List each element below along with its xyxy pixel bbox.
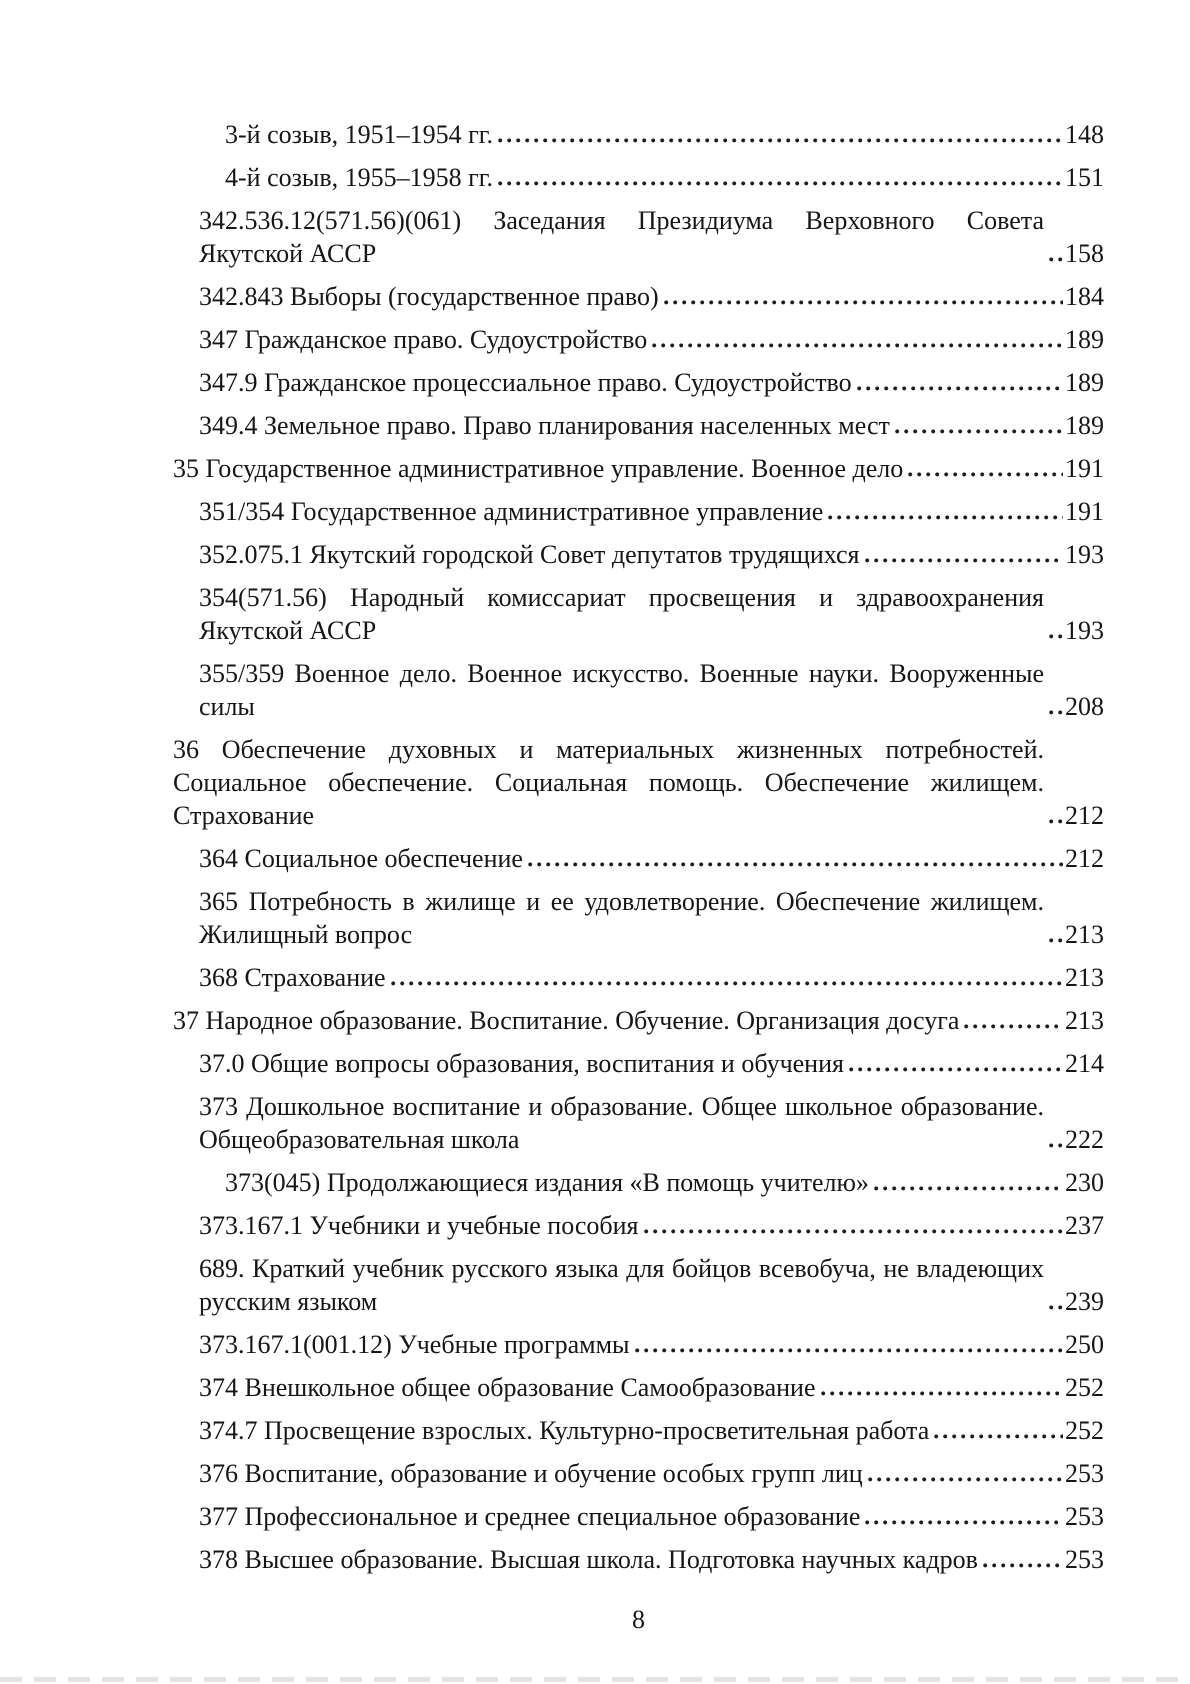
toc-entry-title: 352.075.1 Якутский городской Совет депутатов трудящихся: [199, 540, 860, 569]
toc-entry: [199, 581, 1104, 647]
dot-leader-icon: [1049, 819, 1063, 824]
dot-leader-icon: [865, 1520, 1063, 1525]
dot-leader-icon: [1049, 634, 1063, 639]
toc-entry: [199, 1543, 1104, 1576]
dot-leader-icon: [498, 181, 1063, 186]
toc-entry: [199, 204, 1104, 270]
toc-entry-title: 37.0 Общие вопросы образования, воспитания и обучения: [199, 1049, 844, 1078]
toc-entry: [199, 1500, 1104, 1533]
toc-entry-title: 36 Обеспечение духовных и материальных жизненных потребностей. Социальное обеспечение. Социальная помощь. Обеспечение жилищем. Страхование: [173, 735, 1044, 830]
toc-entry-page-number: 253: [1065, 1502, 1104, 1531]
toc-entry-page-number: 252: [1065, 1416, 1104, 1445]
toc-entry-title: 355/359 Военное дело. Военное искусство. Военные науки. Вооруженные силы: [199, 659, 1044, 721]
toc-entry-page-number: 222: [1065, 1125, 1104, 1154]
toc-entry: [199, 1328, 1104, 1361]
dot-leader-icon: [849, 1067, 1063, 1072]
toc-entry-title: 342.843 Выборы (государственное право): [199, 282, 659, 311]
dot-leader-icon: [865, 558, 1063, 563]
toc-entry-page-number: 193: [1065, 540, 1104, 569]
toc-entry-page-number: 212: [1065, 844, 1104, 873]
dot-leader-icon: [652, 343, 1063, 348]
toc-entry-page-number: 208: [1065, 692, 1104, 721]
toc-entry-page-number: 213: [1065, 1006, 1104, 1035]
toc-entry: [173, 452, 1104, 485]
toc-entry-page-number: 237: [1065, 1211, 1104, 1240]
toc-entry-page-number: 230: [1065, 1168, 1104, 1197]
table-of-contents: [173, 118, 1104, 1576]
toc-entry: [225, 161, 1104, 194]
toc-entry: [199, 366, 1104, 399]
toc-entry-title: 373 Дошкольное воспитание и образование. Общее школьное образование. Общеобразовательная школа: [199, 1092, 1044, 1154]
dot-leader-icon: [895, 429, 1063, 434]
toc-entry-page-number: 212: [1065, 801, 1104, 830]
dot-leader-icon: [635, 1348, 1064, 1353]
toc-entry-title: 368 Страхование: [199, 963, 386, 992]
page-footer-number: 8: [632, 1605, 645, 1634]
dot-leader-icon: [391, 981, 1063, 986]
toc-entry-title: 374 Внешкольное общее образование Самообразование: [199, 1373, 816, 1402]
toc-entry: [199, 657, 1104, 723]
toc-entry: [173, 733, 1104, 832]
toc-entry-page-number: 184: [1065, 282, 1104, 311]
toc-entry: [199, 842, 1104, 875]
dot-leader-icon: [528, 862, 1063, 867]
toc-entry: [199, 538, 1104, 571]
dot-leader-icon: [828, 515, 1063, 520]
toc-entry-title: 35 Государственное административное управление. Военное дело: [173, 454, 904, 483]
toc-entry-page-number: 189: [1065, 368, 1104, 397]
toc-entry-page-number: 253: [1065, 1545, 1104, 1574]
toc-entry: [199, 1209, 1104, 1242]
toc-entry-title: 3-й созыв, 1951–1954 гг.: [225, 120, 494, 149]
dot-leader-icon: [1049, 257, 1063, 262]
toc-entry: [199, 1457, 1104, 1490]
toc-entry-title: 347 Гражданское право. Судоустройство: [199, 325, 648, 354]
toc-entry-title: 377 Профессиональное и среднее специальное образование: [199, 1502, 861, 1531]
dot-leader-icon: [964, 1024, 1063, 1029]
toc-entry: [199, 1047, 1104, 1080]
toc-entry-title: 37 Народное образование. Воспитание. Обучение. Организация досуга: [173, 1006, 960, 1035]
toc-entry-title: 342.536.12(571.56)(061) Заседания Президиума Верховного Совета Якутской АССР: [199, 206, 1044, 268]
toc-entry: [199, 1371, 1104, 1404]
toc-entry-title: 354(571.56) Народный комиссариат просвещения и здравоохранения Якутской АССР: [199, 583, 1044, 645]
toc-entry: [199, 885, 1104, 951]
toc-entry-page-number: 189: [1065, 325, 1104, 354]
toc-entry-page-number: 189: [1065, 411, 1104, 440]
toc-entry-page-number: 151: [1065, 163, 1104, 192]
page-footer: [173, 1603, 1104, 1636]
toc-entry: [199, 1414, 1104, 1447]
toc-entry-title: 373.167.1 Учебники и учебные пособия: [199, 1211, 639, 1240]
toc-entry-page-number: 213: [1065, 920, 1104, 949]
toc-entry: [199, 323, 1104, 356]
toc-entry: [199, 961, 1104, 994]
toc-entry-title: 349.4 Земельное право. Право планирования населенных мест: [199, 411, 890, 440]
dot-leader-icon: [1049, 938, 1063, 943]
toc-entry: [199, 1252, 1104, 1318]
toc-entry-page-number: 239: [1065, 1287, 1104, 1316]
dot-leader-icon: [1049, 1305, 1063, 1310]
dot-leader-icon: [857, 386, 1063, 391]
toc-entry: [199, 280, 1104, 313]
toc-entry: [225, 1166, 1104, 1199]
toc-entry-page-number: 158: [1065, 239, 1104, 268]
toc-entry-page-number: 191: [1065, 497, 1104, 526]
dot-leader-icon: [821, 1391, 1063, 1396]
toc-entry-title: 374.7 Просвещение взрослых. Культурно-просветительная работа: [199, 1416, 930, 1445]
toc-entry: [199, 409, 1104, 442]
scan-edge-artifact: [0, 1677, 1190, 1682]
toc-entry-title: 373.167.1(001.12) Учебные программы: [199, 1330, 630, 1359]
dot-leader-icon: [1049, 710, 1063, 715]
toc-entry-title: 689. Краткий учебник русского языка для бойцов всевобуча, не владеющих русским языком: [199, 1254, 1044, 1316]
dot-leader-icon: [908, 472, 1063, 477]
dot-leader-icon: [983, 1563, 1063, 1568]
toc-entry-title: 364 Социальное обеспечение: [199, 844, 523, 873]
toc-entry-page-number: 148: [1065, 120, 1104, 149]
dot-leader-icon: [934, 1434, 1063, 1439]
toc-entry-page-number: 191: [1065, 454, 1104, 483]
toc-entry-title: 4-й созыв, 1955–1958 гг.: [225, 163, 494, 192]
toc-entry-page-number: 213: [1065, 963, 1104, 992]
toc-entry-page-number: 214: [1065, 1049, 1104, 1078]
toc-entry: [199, 495, 1104, 528]
dot-leader-icon: [1049, 1143, 1063, 1148]
dot-leader-icon: [644, 1229, 1063, 1234]
toc-entry: [225, 118, 1104, 151]
dot-leader-icon: [874, 1186, 1063, 1191]
toc-entry-title: 365 Потребность в жилище и ее удовлетворение. Обеспечение жилищем. Жилищный вопрос: [199, 887, 1044, 949]
toc-entry-title: 378 Высшее образование. Высшая школа. Подготовка научных кадров: [199, 1545, 978, 1574]
toc-entry: [173, 1004, 1104, 1037]
toc-entry-title: 351/354 Государственное административное управление: [199, 497, 824, 526]
toc-entry-page-number: 193: [1065, 616, 1104, 645]
toc-entry-title: 347.9 Гражданское процессиальное право. Судоустройство: [199, 368, 852, 397]
dot-leader-icon: [498, 138, 1063, 143]
dot-leader-icon: [868, 1477, 1063, 1482]
toc-entry: [199, 1090, 1104, 1156]
toc-entry-page-number: 250: [1065, 1330, 1104, 1359]
toc-entry-page-number: 253: [1065, 1459, 1104, 1488]
toc-entry-title: 376 Воспитание, образование и обучение особых групп лиц: [199, 1459, 863, 1488]
toc-entry-page-number: 252: [1065, 1373, 1104, 1402]
toc-entry-title: 373(045) Продолжающиеся издания «В помощь учителю»: [225, 1168, 869, 1197]
dot-leader-icon: [664, 300, 1063, 305]
